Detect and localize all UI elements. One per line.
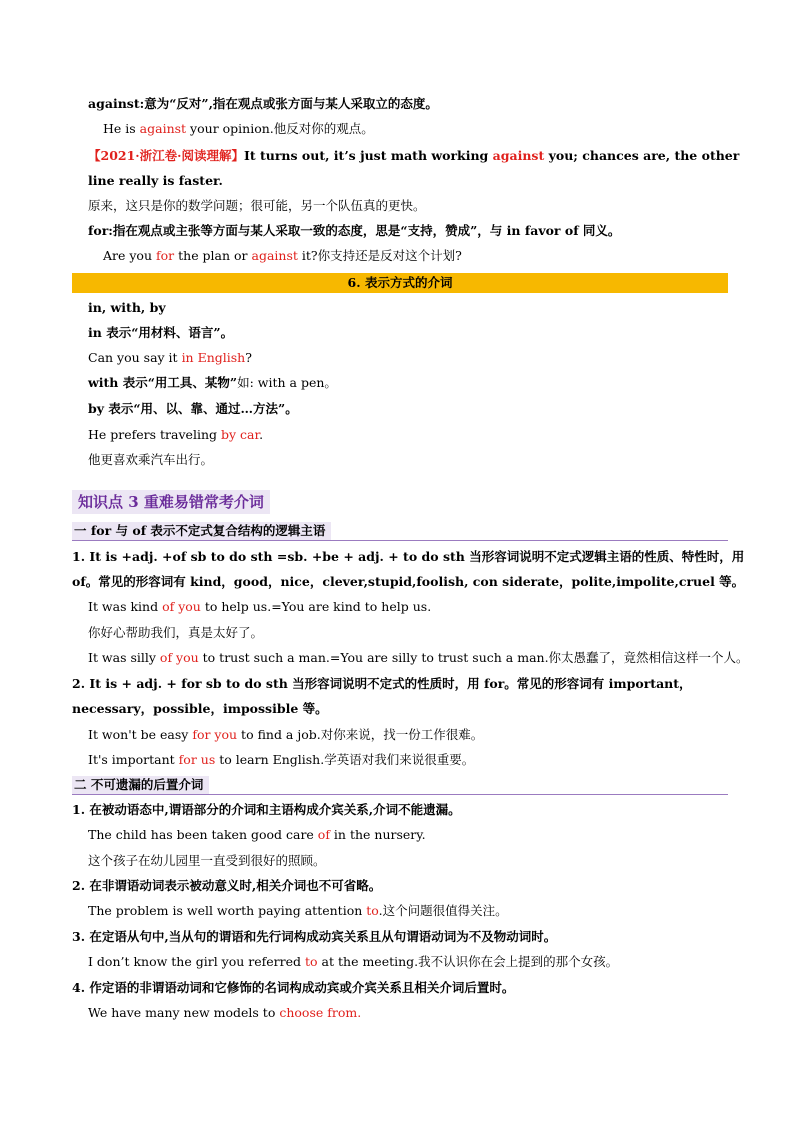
example-text: to find a job.对你来说，找一份工作很难。 [237,727,484,742]
example-for-against [103,247,462,265]
example-text: I don’t know the girl you referred [88,954,306,969]
example-text: it?你支持还是反对这个计划? [297,248,462,263]
example-text: the plan or [174,248,252,263]
in-example [88,349,252,367]
section-two-title: 二 不可遗漏的后置介词 [72,776,209,794]
rule-1-line-2: of。常见的形容词有 kind，good，nice，clever,stupid,foolish, con siderate，polite,impolite,cruel 等。 [72,574,745,589]
highlight-word: for [156,248,175,263]
highlight-word: for us [178,752,216,767]
highlight-word: in English [181,350,246,365]
example-text: . [259,427,264,442]
with-definition [88,374,337,392]
example-text: you; chances are, the other [544,148,740,163]
example-care-translation: 这个孩子在幼儿园里一直受到很好的照顾。 [88,853,326,868]
rule-non-predicate: 2. 在非谓语动词表示被动意义时,相关介词也不可省略。 [72,878,382,893]
example-models [88,1004,361,1022]
example-against [103,120,374,138]
highlight-word: of [317,827,330,842]
for-definition: for:指在观点或主张等方面与某人采取一致的态度，思是“支持，赞成”，与 in favor of 同义。 [88,223,621,238]
highlight-word: of you [159,650,199,665]
highlight-word: to [366,903,379,918]
by-translation: 他更喜欢乘汽车出行。 [88,452,214,467]
example-text: It turns out, it’s just math working [244,148,493,163]
section-divider [72,540,728,541]
with-definition-bold: with 表示“用工具、某物” [88,375,238,390]
source-sentence [88,147,739,165]
example-attention [88,902,508,920]
example-text: He prefers traveling [88,427,221,442]
by-example [88,426,263,444]
example-text: .这个问题很值得关注。 [378,903,508,918]
highlight-word: choose from. [279,1005,362,1020]
example-text: We have many new models to [88,1005,280,1020]
rule-2-line-2: necessary，possible，impossible 等。 [72,701,328,716]
example-text: The problem is well worth paying attention [88,903,367,918]
section-one-title: 一 for 与 of 表示不定式复合结构的逻辑主语 [72,522,331,540]
against-definition: against:意为“反对”,指在观点或张方面与某人采取立的态度。 [88,96,438,111]
example-kind-translation: 你好心帮助我们，真是太好了。 [88,625,264,640]
highlight-word: by car [220,427,260,442]
section-6-heading-bar [72,273,728,293]
example-text: It was kind [88,599,163,614]
example-text: It's important [88,752,179,767]
prepositions-list: in, with, by [88,300,166,315]
example-text: to trust such a man.=You are silly to trust such a man.你太愚蠢了，竟然相信这样一个人。 [198,650,749,665]
by-definition: by 表示“用、以、靠、通过…方法”。 [88,401,298,416]
source-translation: 原来，这只是你的数学问题；很可能，另一个队伍真的更快。 [88,198,426,213]
example-text: Are you [103,248,156,263]
highlight-word: to [305,954,318,969]
highlight-word: against [492,148,545,163]
example-text: in the nursery. [329,827,426,842]
highlight-word: against [139,121,187,136]
example-silly [88,649,749,667]
example-referred [88,953,618,971]
rule-attributive-clause: 3. 在定语从句中,当从句的谓语和先行词构成动宾关系且从句谓语动词为不及物动词时。 [72,929,557,944]
highlight-word: of you [162,599,201,614]
rule-2-line-1: 2. It is + adj. + for sb to do sth 当形容词说明不定式的性质时，用 for。常见的形容词有 important， [72,676,692,691]
source-sentence-line2: line really is faster. [88,173,223,188]
with-definition-example: 如: with a pen。 [237,375,337,390]
example-text: your opinion.他反对你的观点。 [186,121,374,136]
example-text: It was silly [88,650,160,665]
example-text: at the meeting.我不认识你在会上提到的那个女孩。 [317,954,619,969]
example-text: It won't be easy [88,727,193,742]
source-tag: 【2021·浙江卷·阅读理解】 [88,148,244,163]
in-definition: in 表示“用材料、语言”。 [88,325,234,340]
example-easy [88,726,483,744]
example-important [88,751,474,769]
knowledge-point-3-title: 知识点 3 重难易错常考介词 [72,490,270,514]
example-text: to help us.=You are kind to help us. [200,599,432,614]
example-text: The child has been taken good care [88,827,318,842]
rule-passive: 1. 在被动语态中,谓语部分的介词和主语构成介宾关系,介词不能遗漏。 [72,802,461,817]
highlight-word: for you [192,727,238,742]
section-6-title: 6. 表示方式的介词 [347,275,453,290]
example-text: ? [245,350,252,365]
example-kind [88,598,431,616]
example-care [88,826,426,844]
section-divider [72,794,728,795]
rule-attributive-nonfinite: 4. 作定语的非谓语动词和它修饰的名词构成动宾或介宾关系且相关介词后置时。 [72,980,515,995]
rule-1-line-1: 1. It is +adj. +of sb to do sth =sb. +be + adj. + to do sth 当形容词说明不定式逻辑主语的性质、特性时，用 [72,549,745,564]
example-text: Can you say it [88,350,182,365]
example-text: He is [103,121,140,136]
highlight-word: against [251,248,298,263]
example-text: to learn English.学英语对我们来说很重要。 [215,752,475,767]
